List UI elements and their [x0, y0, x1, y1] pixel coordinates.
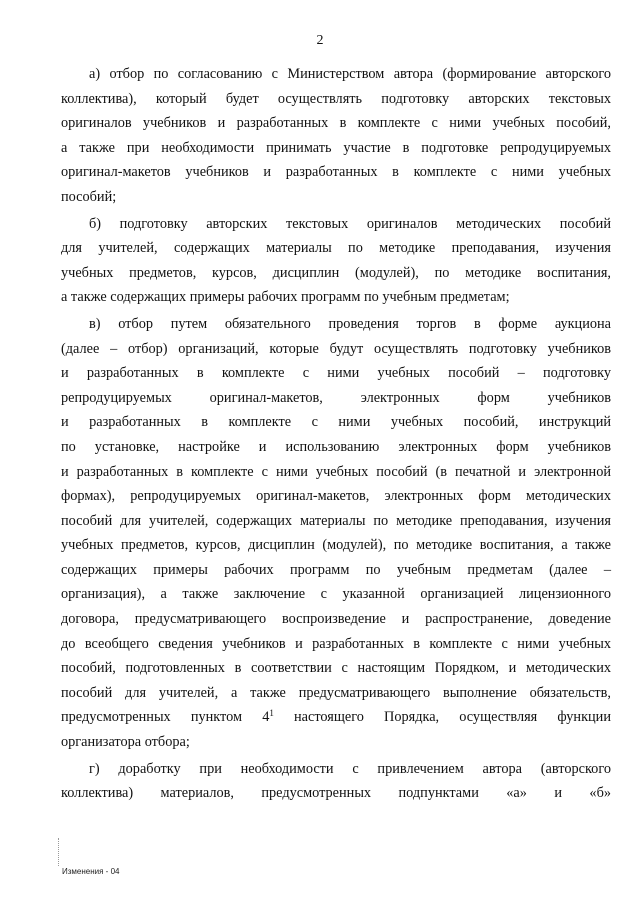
text-line: г) доработку при необходимости с привлечением автора (авторского [89, 760, 611, 777]
text-line: организатора отбора; [61, 734, 190, 751]
text-line-with-superscript [61, 705, 611, 730]
margin-rule [58, 838, 59, 866]
text-line: учебных предметов, курсов, дисциплин (модулей), по методике воспитания, а также [61, 537, 611, 554]
text-line: в) отбор путем обязательного проведения торгов в форме аукциона [89, 315, 611, 332]
footer-revision-note: Изменения - 04 [62, 867, 120, 876]
text-line: коллектива), который будет осуществлять подготовку авторских текстовых [61, 90, 611, 107]
text-fragment: предусмотренных пунктом 4 [61, 709, 270, 726]
text-line: и разработанных в комплекте с ними учебных пособий, инструкций [61, 414, 611, 431]
text-line: формах), репродуцируемых оригинал-макетов, электронных форм методических [61, 488, 611, 505]
text-line: (далее – отбор) организаций, которые будут осуществлять подготовку учебников [61, 340, 611, 357]
text-line: договора, предусматривающего воспроизведение и распространение, доведение [61, 611, 611, 628]
document-body [61, 62, 611, 806]
text-line: пособий, подготовленных в соответствии с настоящим Порядком, и методических [61, 660, 611, 677]
text-line: и разработанных в комплекте с ними учебных пособий – подготовку [61, 365, 611, 382]
text-line: оригинал-макетов учебников и разработанных в комплекте с ними учебных [61, 164, 611, 181]
paragraph-v [61, 312, 611, 755]
text-line: пособий для учителей, содержащих материалы по методике преподавания, изучения [61, 512, 611, 529]
text-line: а) отбор по согласованию с Министерством автора (формирование авторского [89, 66, 611, 82]
paragraph-a [61, 62, 611, 210]
paragraph-b [61, 212, 611, 310]
text-line: б) подготовку авторских текстовых оригиналов методических пособий [89, 215, 611, 232]
text-line: по установке, настройке и использованию электронных форм учебников [61, 438, 611, 455]
text-line: а также содержащих примеры рабочих программ по учебным предметам; [61, 289, 510, 306]
text-line: репродуцируемых оригинал-макетов, электронных форм учебников [61, 389, 611, 406]
text-line: пособий; [61, 188, 117, 205]
paragraph-g [61, 757, 611, 806]
text-line: а также при необходимости принимать участие в подготовке репродуцируемых [61, 139, 611, 156]
text-line: для учителей, содержащих материалы по методике преподавания, изучения [61, 240, 611, 257]
text-line: содержащих примеры рабочих программ по учебным предметам (далее – [61, 561, 611, 578]
text-line: и разработанных в комплекте с ними учебных пособий (в печатной и электронной [61, 463, 611, 480]
page-number: 2 [316, 33, 324, 48]
text-line: до всеобщего сведения учебников и разработанных в комплекте с ними учебных [61, 635, 611, 652]
text-line: организация), а также заключение с указанной организацией лицензионного [61, 586, 611, 603]
superscript: 1 [269, 708, 274, 719]
text-line: коллектива) материалов, предусмотренных подпунктами «а» и «б» [61, 785, 611, 802]
text-line: пособий для учителей, а также предусматривающего выполнение обязательств, [61, 684, 611, 701]
text-fragment: настоящего Порядка, осуществляя функции [273, 709, 611, 726]
text-line: оригиналов учебников и разработанных в комплекте с ними учебных пособий, [61, 115, 611, 132]
text-line: учебных предметов, курсов, дисциплин (модулей), по методике воспитания, [61, 264, 611, 281]
